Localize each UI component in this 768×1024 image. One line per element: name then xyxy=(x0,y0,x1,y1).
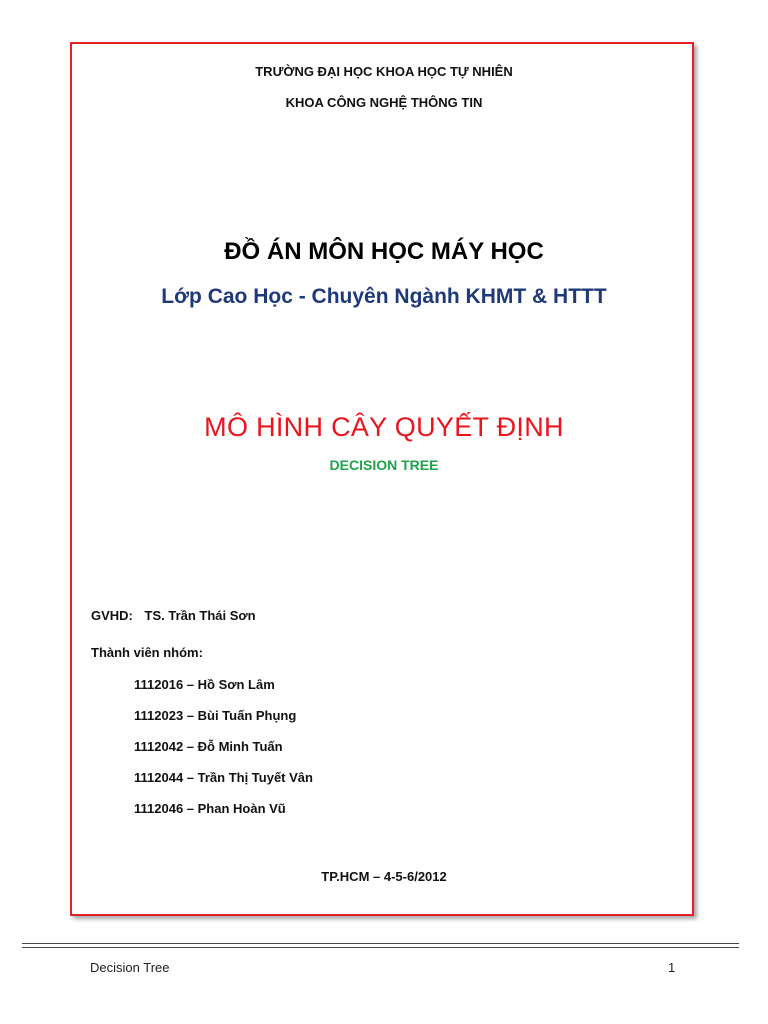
advisor-label: GVHD: xyxy=(91,608,133,623)
advisor-name: TS. Trần Thái Sơn xyxy=(144,608,256,623)
footer-title: Decision Tree xyxy=(90,960,170,975)
footer-rule xyxy=(22,947,739,948)
project-title: ĐỒ ÁN MÔN HỌC MÁY HỌC xyxy=(224,238,544,265)
university-name: TRƯỜNG ĐẠI HỌC KHOA HỌC TỰ NHIÊN xyxy=(255,64,513,79)
member-item: 1112046 – Phan Hoàn Vũ xyxy=(134,801,286,816)
date-line: TP.HCM – 4-5-6/2012 xyxy=(321,869,447,884)
member-item: 1112016 – Hồ Sơn Lâm xyxy=(134,677,275,692)
faculty-name: KHOA CÔNG NGHỆ THÔNG TIN xyxy=(285,95,483,110)
topic-subtitle: DECISION TREE xyxy=(329,457,439,473)
member-item: 1112042 – Đỗ Minh Tuấn xyxy=(134,739,283,754)
members-label: Thành viên nhóm: xyxy=(91,645,203,660)
class-line: Lớp Cao Học - Chuyên Ngành KHMT & HTTT xyxy=(161,285,607,308)
advisor xyxy=(91,608,256,623)
page-number: 1 xyxy=(668,960,676,975)
member-item: 1112023 – Bùi Tuấn Phụng xyxy=(134,708,297,723)
member-item: 1112044 – Trần Thị Tuyết Vân xyxy=(134,770,313,785)
topic-title: MÔ HÌNH CÂY QUYẾT ĐỊNH xyxy=(204,412,564,442)
footer-rule xyxy=(22,943,739,944)
